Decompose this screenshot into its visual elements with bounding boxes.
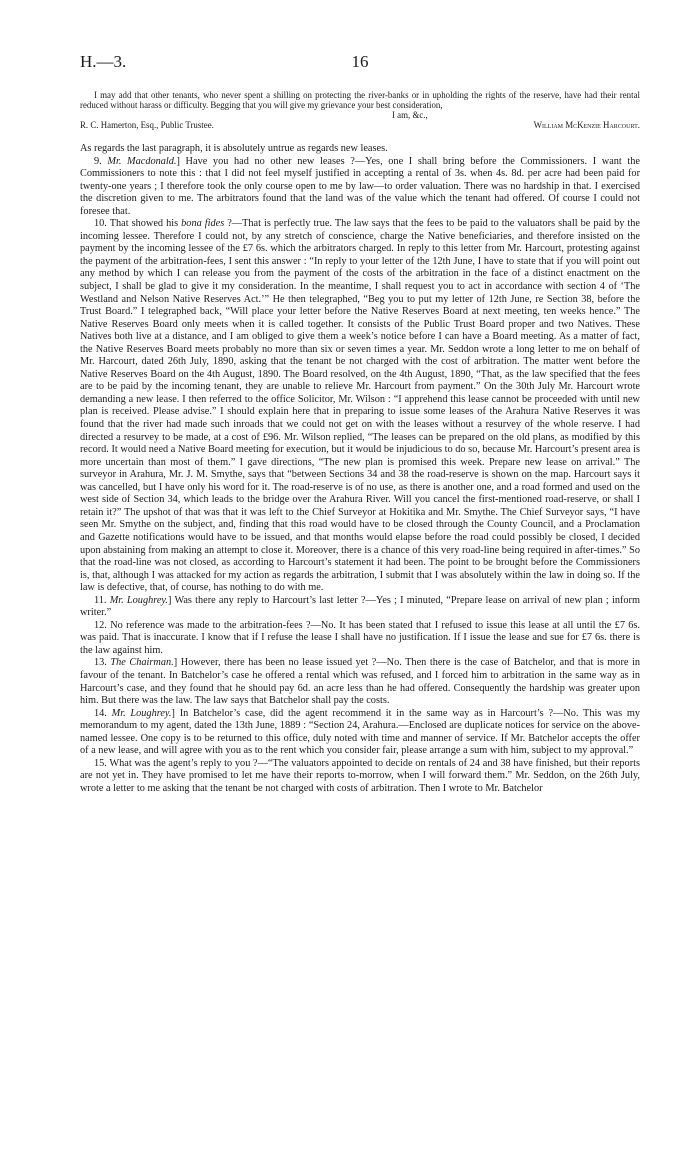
document-reference: H.—3. xyxy=(80,52,127,71)
letter-signature: William McKenzie Harcourt. xyxy=(533,120,640,130)
paragraph xyxy=(80,657,640,707)
letter-addressee: R. C. Hamerton, Esq., Public Trustee. xyxy=(80,120,214,130)
paragraph-text: ] In Batchelor’s case, did the agent recommend it in the same way as in Harcourt’s ?—No. This was my memorandum to my agent, dated the 13th June, 1889 : “Section 24, Arahura.—Enclosed are duplicate notices for service on the above-named lessee. One copy is to be returned to this office, duly noted with time and manner of service. If Mr. Batchelor accepts the offer of a new lease, and will agree with you as to the rent which you consider fair, please arrange a sum with him, subject to my approval.” xyxy=(80,707,641,757)
letter-excerpt xyxy=(80,90,640,130)
paragraph-number: 11. xyxy=(94,594,107,606)
speaker: Mr. Loughrey. xyxy=(109,594,169,606)
letter-text: I may add that other tenants, who never spent a shilling on protecting the river-banks or in upholding the rights of the reserve, have had their rental reduced without harass or difficulty. Begging that you will give my grievance your best consideration, xyxy=(80,90,640,110)
paragraph-number: 12. xyxy=(94,619,107,631)
speaker: Mr. Macdonald. xyxy=(107,155,177,167)
speaker: The Chairman. xyxy=(110,657,174,669)
paragraph-number: 10. xyxy=(94,218,107,230)
letter-sign-row-1 xyxy=(80,110,640,120)
paragraph xyxy=(80,156,640,219)
paragraph-text: ] Was there any reply to Harcourt’s last letter ?—Yes ; I minuted, “Prepare lease on arrival of new plan ; inform writer.” xyxy=(80,594,640,619)
speaker: Mr. Loughrey. xyxy=(111,707,172,719)
paragraph-text: ] However, there has been no lease issued yet ?—No. Then there is the case of Batchelor, and that is more in favour of the tenant. In Batchelor’s case he offered a rental which was refused, and I forced him to arbitration in the same way as in Harcourt’s case, and they found that he should pay 6d. an acre less than he had offered. Consequently the hardship was greater upon him. But there was the law. The law says that Batchelor shall pay the costs. xyxy=(80,657,640,707)
paragraph xyxy=(80,758,640,796)
page-number: 16 xyxy=(351,52,369,71)
letter-sign-row-2 xyxy=(80,120,640,130)
letter-closing: I am, &c., xyxy=(392,110,428,120)
paragraph-text: No reference was made to the arbitration-fees ?—No. It has been stated that I refused to issue this lease at all until the £7 6s. was paid. That is inaccurate. I know that if I refuse the lease I shall have no justification. If I issue the lease and sue for £7 6s. there is the law against him. xyxy=(80,619,640,656)
page-header xyxy=(80,52,640,74)
paragraph xyxy=(80,620,640,658)
paragraph-number: 13. xyxy=(94,657,107,669)
paragraph: As regards the last paragraph, it is absolutely untrue as regards new leases. xyxy=(80,143,388,154)
paragraph-number: 15. xyxy=(94,757,107,769)
paragraph-number: 9. xyxy=(94,155,102,167)
paragraph xyxy=(80,218,640,594)
paragraph-text-lead: That showed his xyxy=(109,218,182,230)
paragraph xyxy=(80,595,640,620)
paragraph-text: ?—That is perfectly true. The law says that the fees to be paid to the valuators shall be paid by the incoming lessee. Therefore I could not, by any stretch of conscience, charge the Native beneficiaries, and therefore insisted on the payment by the incoming lessee of the £7 6s. which the arbitrators charged. In reply to this letter from Mr. Harcourt, protesting against the payment of the arbitration-fees, I sent this answer : “In reply to your letter of the 12th June, I have to state that if you will point out any method by which I can release you from the payment of the costs of the arbitration in the face of a distinct enactment on the subject, I shall be glad to give it my consideration. In the meantime, I shall request you to act in accordance with section 4 of ‘The Westland and Nelson Native Reserves Act.’” He then telegraphed, “Beg you to put my letter of 12th June, re Section 38, before the Trust Board.” I telegraphed back, “Will place your letter before the Native Reserves Board at next meeting, ten weeks hence.” The Native Reserves Board only meets when it is called together. It consists of the Public Trust Board proper and two Natives. These Natives both live at a distance, and I am obliged to give them a week’s notice before I can have a Board meeting. As a matter of fact, the Native Reserves Board meets probably no more than six or seven times a year. Mr. Seddon wrote a long letter to me on behalf of Mr. Harcourt, dated 26th July, 1890, asking that the tenant be not charged with the cost of arbitration. The matter went before the Native Reserves Board on the 4th August, 1890. The Board resolved, on the 4th August, 1890, “That, as the law specified that the fees are to be paid by the incoming tenant, they are unable to relieve Mr. Harcourt from payment.” On the 30th July Mr. Harcourt wrote demanding a new lease. I then referred to the office Solicitor, Mr. Wilson : “I apprehend this lease cannot be proceeded with until new plan is received. Please advise.” I should explain here that in preparing to issue some leases of the Arahura Native Reserves it was found that the river had made such inroads that we could not get on with the leases without a resurvey of the whole reserve. I had directed a resurvey to be made, at a cost of £96. Mr. Wilson replied, “The leases can be prepared on the old plans, as modified by this record. It would need a Native Board meeting for execution, but it would be injudicious to do so, because Mr. Harcourt’s present area is more uncertain than most of them.” I gave directions, “The new plan is promised this week. Prepare new lease on arrival.” The surveyor in Arahura, Mr. J. M. Smythe, says that “between Sections 34 and 38 the road-reserve is shown on the map. Harcourt says it was cancelled, but I have only his word for it. The road-reserve is of no use, as there is another one, and a road formed and used on the west side of Section 34, which leads to the bridge over the Arahura River. Will you cancel the first-mentioned road-reserve, or shall I retain it?” The upshot of that was that it was left to the Chief Surveyor at Hokitika and Mr. Smythe. The Chief Surveyor says, “I have seen Mr. Smythe on the subject, and, finding that this road would have to be closed through the County Council, and a Proclamation and Gazette notifications would have to be issued, and that months would elapse before the road could possibly be closed, I decided upon abstaining from making an attempt to close it. Moreover, there is a chance of this very road-line being required in after-times.” So that the road-line was not closed, as according to Harcourt’s statement it had been. The point to be brought before the Commissioners is, that, although I was attacked for my action as regards the arbitration, I submit that I was absolutely within the law in doing so. If the law is defective, that, of course, has nothing to do with me. xyxy=(80,218,640,594)
paragraph-text: What was the agent’s reply to you ?—“The valuators appointed to decide on rentals of 24 and 38 have finished, but their reports are not yet in. They have promised to let me have their reports to-morrow, when I will forward them.” Mr. Seddon, on the 26th July, wrote a letter to me asking that the tenant be not charged with costs of arbitration. Then I wrote to Mr. Batchelor xyxy=(80,757,640,794)
paragraph-text: ] Have you had no other new leases ?—Yes, one I shall bring before the Commissioners. I want the Commissioners to note this : that I did not feel myself justified in accepting a rental of 3s. when 4s. 8d. per acre had been paid for twenty-one years ; I therefore took the only course open to me by law—to order valuation. There was no hardship in that. I exercised the discretion given to me. The arbitrators found that the land was of the value which the tenant had offered. Of course I could not foresee that. xyxy=(80,155,640,217)
italic-phrase: bona fides xyxy=(181,218,225,230)
paragraph-number: 14. xyxy=(94,707,107,719)
paragraph xyxy=(80,708,640,758)
testimony-body xyxy=(80,143,640,795)
